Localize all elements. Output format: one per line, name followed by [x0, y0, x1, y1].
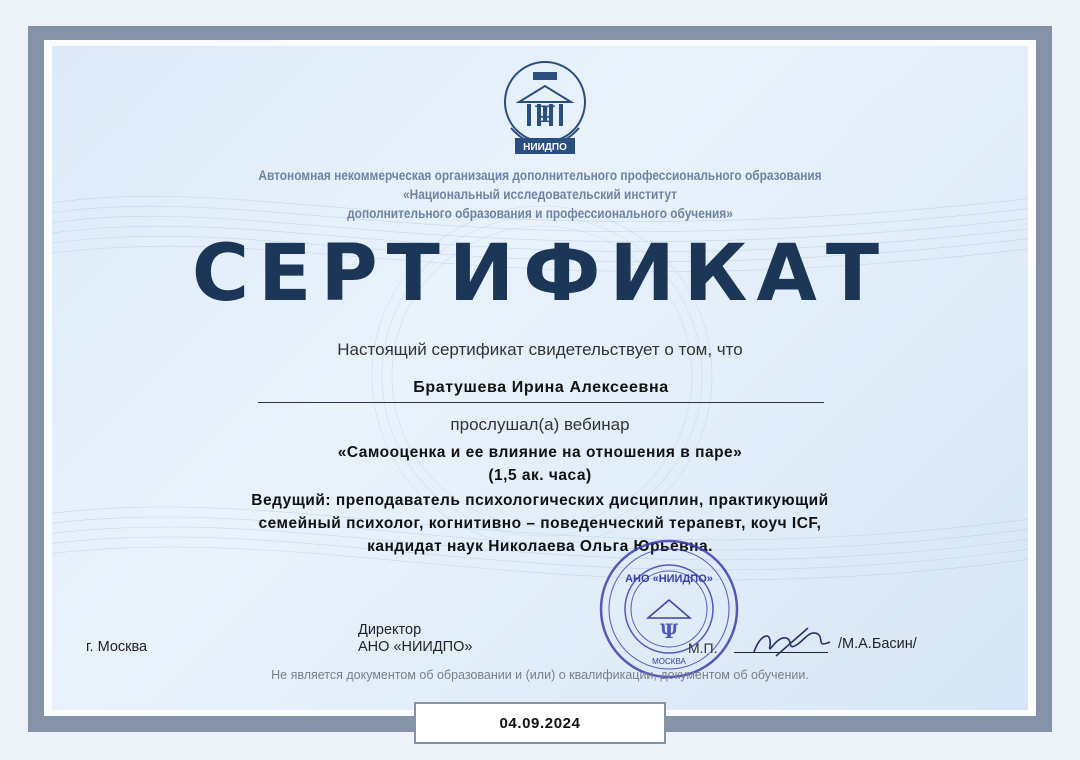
director-title-line-1: Директор: [358, 622, 422, 638]
official-stamp: [598, 538, 740, 680]
disclaimer-text: Не является документом об образовании и (или) о квалификации, документом об обучении.: [271, 668, 809, 682]
lecturer-line-1: Ведущий: преподаватель психологических дисциплин, практикующий: [251, 492, 829, 509]
webinar-title: «Самооценка и ее влияние на отношения в паре»: [337, 444, 743, 461]
svg-text:МОСКВА: МОСКВА: [652, 657, 686, 666]
svg-text:Ψ: Ψ: [659, 619, 679, 643]
svg-text:НИИДПО: НИИДПО: [523, 142, 567, 153]
lecturer-line-2: семейный психолог, когнитивно – поведенческий терапевт, коуч ICF,: [258, 515, 822, 532]
webinar-hours: (1,5 ак. часа): [488, 467, 592, 484]
director-title-line-2: АНО «НИИДПО»: [358, 639, 473, 655]
city-label: г. Москва: [86, 639, 148, 655]
org-line-2: «Национальный исследовательский институт: [403, 187, 677, 202]
director-signature: [746, 616, 836, 666]
director-title: [358, 622, 472, 656]
org-line-3: дополнительного образования и профессионального обучения»: [347, 206, 733, 221]
certificate-title: СЕРТИФИКАТ: [191, 229, 889, 319]
action-text: прослушал(а) вебинар: [450, 415, 630, 434]
institute-emblem-icon: [497, 58, 593, 158]
lecturer-line-3: кандидат наук Николаева Ольга Юрьевна.: [367, 538, 713, 555]
recipient-name: Братушева Ирина Алексеевна: [413, 379, 669, 396]
lecturer-info: [170, 489, 910, 558]
intro-text: Настоящий сертификат свидетельствует о том, что: [337, 340, 743, 359]
certificate-paper: [52, 46, 1028, 710]
issue-date: 04.09.2024: [414, 702, 666, 744]
director-name: /М.А.Басин/: [838, 636, 917, 652]
svg-text:Ψ: Ψ: [534, 102, 556, 128]
organization-name: [199, 166, 882, 223]
recipient-underline: [258, 402, 824, 403]
stamp-place-label: М.П.: [688, 640, 718, 656]
svg-text:АНО «НИИДПО»: АНО «НИИДПО»: [625, 573, 713, 585]
org-line-1: Автономная некоммерческая организация дополнительного профессионального образования: [258, 168, 822, 183]
